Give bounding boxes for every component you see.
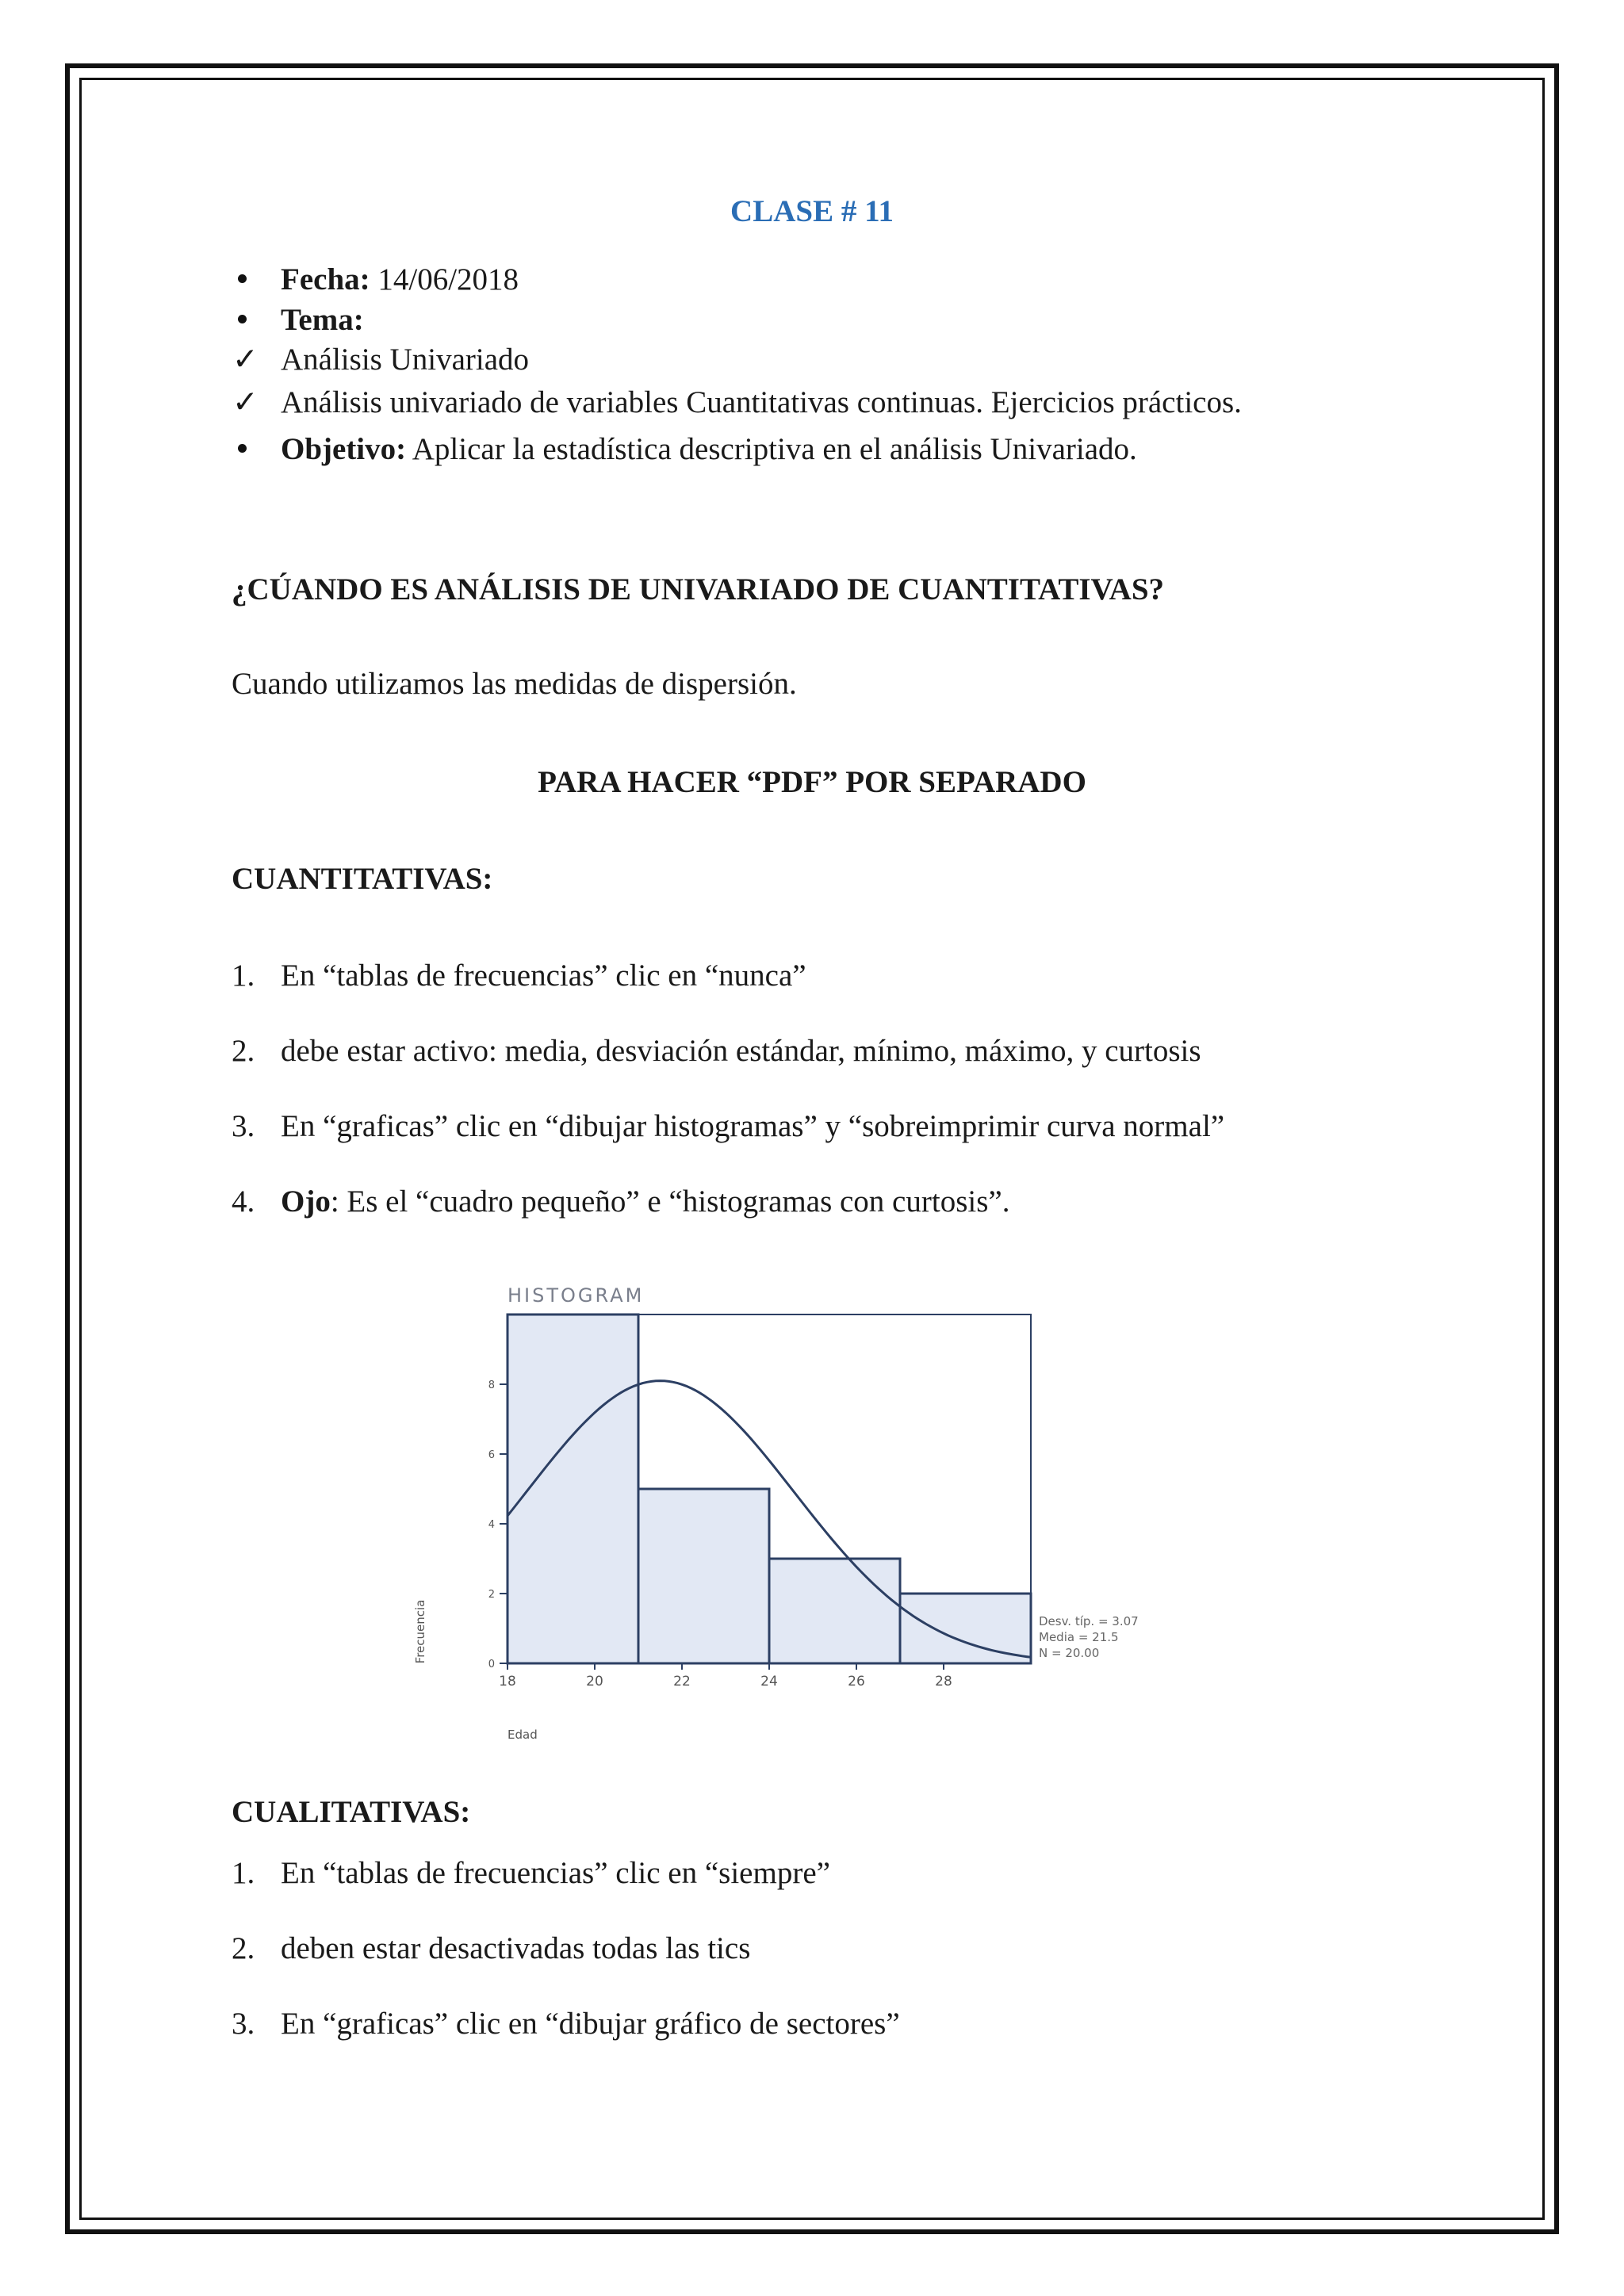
cualitativas-heading: CUALITATIVAS:	[232, 1795, 471, 1829]
fecha-line	[281, 264, 519, 295]
step-number: 3.	[232, 1109, 255, 1143]
bullet-icon	[238, 274, 247, 283]
cuantitativas-heading: CUANTITATIVAS:	[232, 862, 493, 896]
step-number: 2.	[232, 1931, 255, 1965]
step-rest: : Es el “cuadro pequeño” e “histogramas con curtosis”.	[330, 1184, 1010, 1219]
step-number: 1.	[232, 1856, 255, 1890]
y-axis-label: Frecuencia	[413, 1599, 427, 1664]
page-title: CLASE # 11	[730, 194, 894, 228]
objetivo-line	[281, 434, 1137, 465]
y-tick-label: 8	[488, 1380, 495, 1391]
x-tick-label: 28	[935, 1674, 952, 1689]
step-text: En “graficas” clic en “dibujar histogramas” y “sobreimprimir curva normal”	[281, 1109, 1225, 1143]
checkmark-icon: ✓	[232, 342, 259, 377]
x-tick-label: 20	[586, 1674, 603, 1689]
objetivo-value: Aplicar la estadística descriptiva en el análisis Univariado.	[412, 432, 1137, 466]
x-tick-label: 26	[848, 1674, 865, 1689]
y-tick-label: 6	[488, 1449, 495, 1461]
histogram-bar	[900, 1594, 1031, 1663]
step-number: 3.	[232, 2007, 255, 2041]
stats-label: N = 20.00	[1039, 1646, 1100, 1660]
objetivo-label: Objetivo:	[281, 432, 407, 466]
question-heading: ¿CÚANDO ES ANÁLISIS DE UNIVARIADO DE CUANTITATIVAS?	[232, 572, 1165, 607]
step-text: En “tablas de frecuencias” clic en “nunca”	[281, 959, 806, 993]
bullet-icon	[238, 315, 247, 323]
y-tick-label: 2	[488, 1589, 495, 1601]
step-text: En “graficas” clic en “dibujar gráfico de sectores”	[281, 2007, 900, 2041]
histogram-bar	[638, 1489, 769, 1663]
step-text: deben estar desactivadas todas las tics	[281, 1931, 751, 1965]
chart-title: HISTOGRAM	[508, 1284, 645, 1307]
x-tick-label: 18	[499, 1674, 516, 1689]
y-tick-label: 4	[488, 1519, 495, 1531]
x-axis-label: Edad	[508, 1728, 538, 1742]
tema-item: Análisis univariado de variables Cuantitativas continuas. Ejercicios prácticos.	[281, 385, 1242, 419]
section-title: PARA HACER “PDF” POR SEPARADO	[538, 765, 1086, 799]
fecha-value: 14/06/2018	[377, 262, 519, 297]
stats-label: Media = 21.5	[1039, 1630, 1119, 1644]
y-tick-label: 0	[488, 1659, 495, 1670]
tema-item: Análisis Univariado	[281, 342, 530, 377]
tema-label: Tema:	[281, 303, 364, 337]
x-tick-label: 22	[673, 1674, 691, 1689]
question-answer: Cuando utilizamos las medidas de dispersión.	[232, 667, 797, 701]
fecha-label: Fecha:	[281, 262, 370, 297]
histogram-bar	[769, 1559, 900, 1663]
step-text	[281, 1186, 1009, 1217]
x-tick-label: 24	[760, 1674, 778, 1689]
step-number: 1.	[232, 959, 255, 993]
step-number: 4.	[232, 1184, 255, 1219]
step-text: debe estar activo: media, desviación estándar, mínimo, máximo, y curtosis	[281, 1034, 1201, 1068]
bullet-icon	[238, 444, 247, 453]
step-text: En “tablas de frecuencias” clic en “siempre”	[281, 1856, 830, 1890]
step-number: 2.	[232, 1034, 255, 1068]
histogram-chart	[381, 1261, 1253, 1768]
checkmark-icon: ✓	[232, 385, 259, 419]
stats-label: Desv. típ. = 3.07	[1039, 1614, 1139, 1628]
step-emphasis: Ojo	[281, 1184, 331, 1219]
